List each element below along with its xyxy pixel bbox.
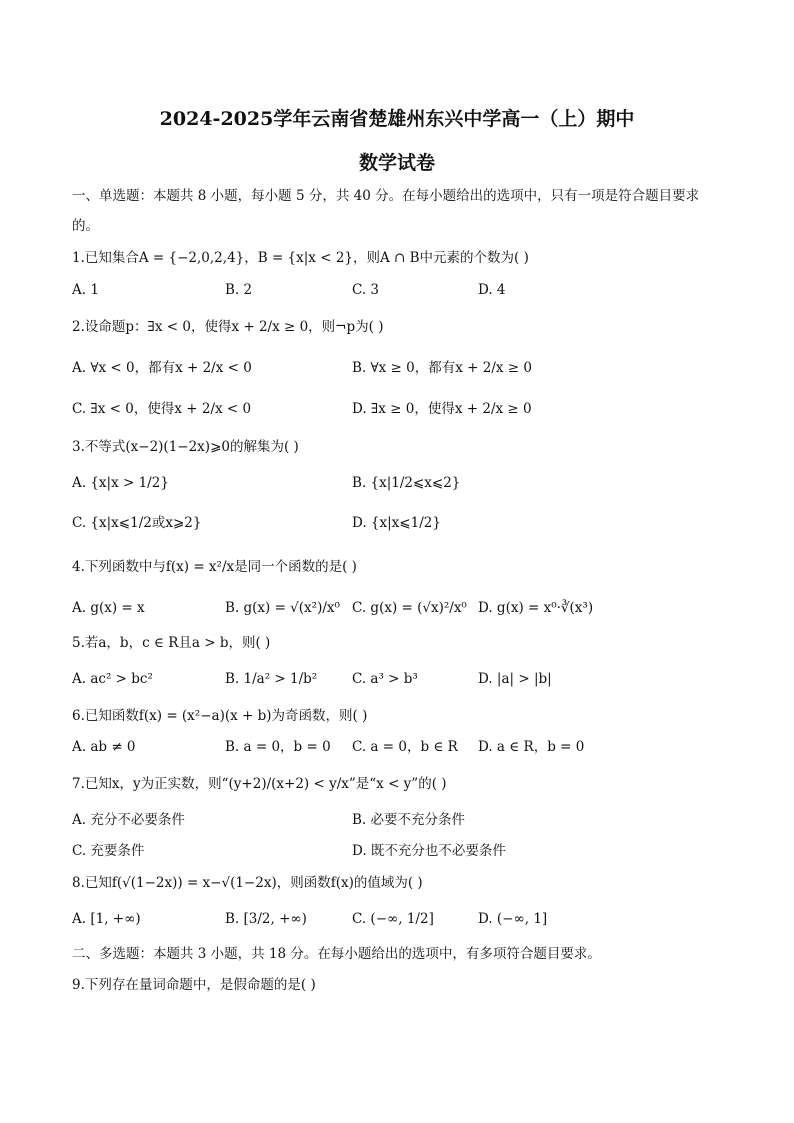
question-8-option-d: D. (−∞, 1] (478, 911, 548, 927)
question-1-option-a: A. 1 (72, 282, 99, 298)
question-2-option-b: B. ∀x ≥ 0，都有x + 2/x ≥ 0 (352, 360, 532, 376)
question-5-option-d: D. |a| > |b| (478, 671, 552, 687)
question-4-stem: 4.下列函数中与f(x) = x²/x是同一个函数的是( ) (72, 559, 357, 575)
question-8-option-b: B. [3/2, +∞) (225, 911, 307, 927)
question-1-stem: 1.已知集合A = {−2,0,2,4}，B = {x|x < 2}，则A ∩ B中元素的个数为( ) (72, 250, 529, 266)
question-4-option-c: C. g(x) = (√x)²/x⁰ (352, 600, 467, 616)
section1-instructions-line2: 的。 (72, 218, 99, 234)
question-1-option-d: D. 4 (478, 282, 506, 298)
section1-instructions-line1: 一、单选题：本题共 8 小题，每小题 5 分，共 40 分。在每小题给出的选项中，只有一项是符合题目要求 (72, 188, 700, 204)
question-7-option-b: B. 必要不充分条件 (352, 812, 466, 828)
question-5-stem: 5.若a，b，c ∈ R且a > b，则( ) (72, 635, 271, 651)
question-7-option-c: C. 充要条件 (72, 843, 145, 859)
question-4-option-d: D. g(x) = x⁰·∛(x³) (478, 600, 594, 616)
question-4-option-b: B. g(x) = √(x²)/x⁰ (225, 600, 340, 616)
question-2-option-c: C. ∃x < 0，使得x + 2/x < 0 (72, 401, 252, 417)
question-3-option-b: B. {x|1/2⩽x⩽2} (352, 475, 461, 491)
question-5-option-c: C. a³ > b³ (352, 671, 418, 687)
question-8-option-a: A. [1, +∞) (72, 911, 141, 927)
question-6-stem: 6.已知函数f(x) = (x²−a)(x + b)为奇函数，则( ) (72, 708, 368, 724)
question-6-option-b: B. a = 0，b = 0 (225, 739, 331, 755)
question-4-option-a: A. g(x) = x (72, 600, 145, 616)
question-7-stem: 7.已知x，y为正实数，则“(y+2)/(x+2) < y/x”是“x < y”的( ) (72, 776, 447, 792)
question-6-option-c: C. a = 0，b ∈ R (352, 739, 458, 755)
question-8-option-c: C. (−∞, 1/2] (352, 911, 434, 927)
question-1-option-b: B. 2 (225, 282, 253, 298)
question-2-stem: 2.设命题p：∃x < 0，使得x + 2/x ≥ 0，则¬p为( ) (72, 319, 384, 335)
question-3-option-a: A. {x|x > 1/2} (72, 475, 169, 491)
question-9-stem: 9.下列存在量词命题中，是假命题的是( ) (72, 977, 316, 993)
question-2-option-a: A. ∀x < 0，都有x + 2/x < 0 (72, 360, 252, 376)
question-6-option-d: D. a ∈ R，b = 0 (478, 739, 585, 755)
question-8-stem: 8.已知f(√(1−2x)) = x−√(1−2x)，则函数f(x)的值域为( ) (72, 875, 423, 891)
question-7-option-a: A. 充分不必要条件 (72, 812, 185, 828)
question-3-option-c: C. {x|x⩽1/2或x⩾2} (72, 515, 202, 531)
question-3-stem: 3.不等式(x−2)(1−2x)⩾0的解集为( ) (72, 439, 299, 455)
question-7-option-d: D. 既不充分也不必要条件 (352, 843, 506, 859)
question-3-option-d: D. {x|x⩽1/2} (352, 515, 441, 531)
question-6-option-a: A. ab ≠ 0 (72, 739, 136, 755)
exam-title: 2024-2025学年云南省楚雄州东兴中学高一（上）期中 (159, 108, 635, 130)
question-5-option-a: A. ac² > bc² (72, 671, 153, 687)
question-1-option-c: C. 3 (352, 282, 380, 298)
exam-subtitle: 数学试卷 (358, 152, 435, 174)
section2-instructions: 二、多选题：本题共 3 小题，共 18 分。在每小题给出的选项中，有多项符合题目要求。 (72, 946, 601, 962)
question-2-option-d: D. ∃x ≥ 0，使得x + 2/x ≥ 0 (352, 401, 532, 417)
question-5-option-b: B. 1/a² > 1/b² (225, 671, 318, 687)
